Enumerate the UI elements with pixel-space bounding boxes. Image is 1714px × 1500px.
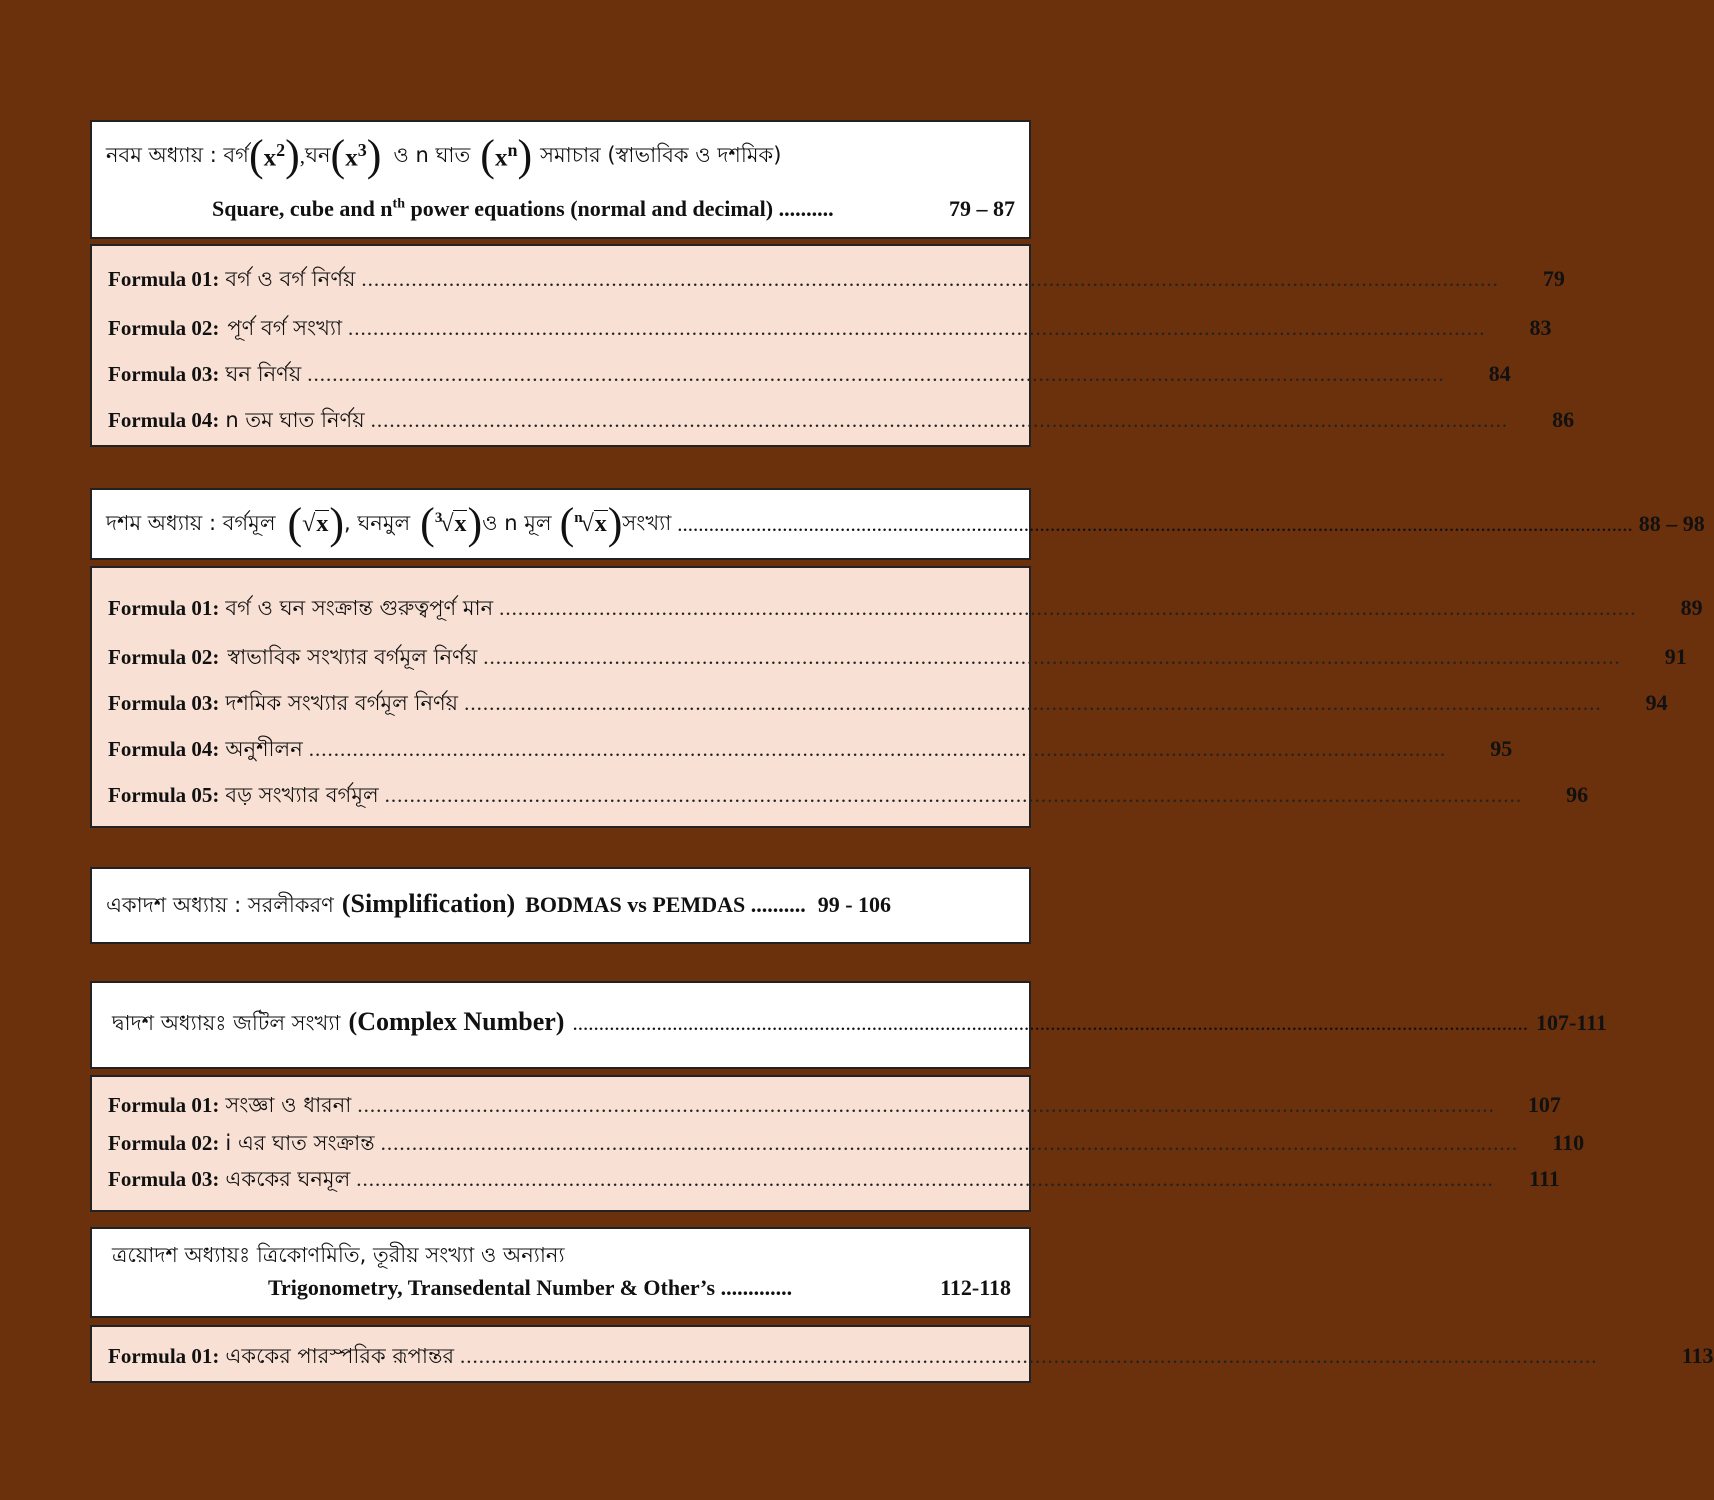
formula-row[interactable]: Formula 03: ঘন নির্ণয় ...................................................................................................................................................................................... 84 — [108, 361, 1511, 386]
formula-row[interactable]: Formula 05: বড় সংখ্যার বর্গমূল ...................................................................................................................................................................................... 96 — [108, 782, 1589, 807]
chapter-12-header — [90, 981, 1607, 1069]
formula-row[interactable]: Formula 04: অনুশীলন ...................................................................................................................................................................................... 95 — [108, 736, 1513, 761]
chapter-11-header — [90, 867, 1031, 944]
chapter-12-formulas — [90, 1075, 1585, 1212]
x-power-n-expr: $x^n$ — [494, 139, 518, 172]
formula-row[interactable]: Formula 02: i এর ঘাত সংক্রান্ত ...................................................................................................................................................................................... 110 — [108, 1130, 1585, 1155]
chapter-13-title-bn: ত্রয়োদশ অধ্যায়ঃ ত্রিকোণমিতি, তূরীয় সংখ্যা ও অন্যান্য — [112, 1243, 565, 1267]
formula-row[interactable]: Formula 03: দশমিক সংখ্যার বর্গমূল নির্ণয় ...................................................................................................................................................................................... 94 — [108, 690, 1668, 715]
formula-row[interactable]: Formula 04: n তম ঘাত নির্ণয় ...................................................................................................................................................................................... 86 — [108, 407, 1575, 432]
chapter-13-pages: 112-118 — [940, 1275, 1011, 1300]
chapter-11-pages: 99 - 106 — [817, 892, 892, 917]
square-root-expr: √x — [302, 510, 329, 537]
chapter-13-header — [90, 1227, 1031, 1318]
x-squared-expr: $x^2$ — [263, 139, 286, 172]
nth-root-expr: $^n$√x — [574, 510, 607, 537]
chapter-13-formulas — [90, 1325, 1714, 1383]
chapter-10-pages: 88 – 98 — [1638, 511, 1705, 536]
chapter-11-title: একাদশ অধ্যায় : সরলীকরণ (Simplification) BODMAS vs PEMDAS .......... 99 - 106 — [106, 889, 892, 918]
chapter-12-pages: 107-111 — [1535, 1010, 1607, 1035]
formula-row[interactable]: Formula 02: স্বাভাবিক সংখ্যার বর্গমূল নির্ণয় ...................................................................................................................................................................................... 91 — [108, 644, 1687, 669]
chapter-13-title-en: Trigonometry, Transedental Number & Other’s ............. — [268, 1275, 793, 1300]
chapter-10-formulas — [90, 566, 1703, 828]
formula-row[interactable]: Formula 01: বর্গ ও বর্গ নির্ণয় ...................................................................................................................................................................................... 79 — [108, 266, 1565, 291]
formula-row[interactable]: Formula 01: বর্গ ও ঘন সংক্রান্ত গুরুত্বপূর্ণ মান ...................................................................................................................................................................................... 89 — [108, 595, 1703, 620]
chapter-9-title-en: Square, cube and $n^{th}$ power equations (normal and decimal) .......... — [212, 196, 834, 221]
formula-row[interactable]: Formula 01: এককের পারস্পরিক রূপান্তর ...................................................................................................................................................................................... 113 — [108, 1343, 1714, 1368]
chapter-9-title-bn: নবম অধ্যায় : বর্গ ( $x^2$ ) , ঘন ( $x^3$ ) ও n ঘাত ( $x^n$ ) সমাচার (স্বাভাবিক ও দশমিক) — [106, 131, 782, 180]
formula-row[interactable]: Formula 03: এককের ঘনমূল ...................................................................................................................................................................................... 111 — [108, 1166, 1560, 1191]
cube-root-expr: $^3$√x — [434, 510, 467, 537]
formula-row[interactable]: Formula 02: পূর্ণ বর্গ সংখ্যা ...................................................................................................................................................................................... 83 — [108, 315, 1552, 340]
chapter-9-header — [90, 120, 1031, 239]
formula-row[interactable]: Formula 01: সংজ্ঞা ও ধারনা ...................................................................................................................................................................................... 107 — [108, 1092, 1561, 1117]
chapter-9-formulas — [90, 244, 1575, 447]
chapter-12-title: দ্বাদশ অধ্যায়ঃ জটিল সংখ্যা (Complex Number) ...................................................................................................................................................................................... 107-111 — [112, 1007, 1607, 1036]
x-cubed-expr: $x^3$ — [345, 139, 367, 172]
chapter-10-header — [90, 488, 1705, 560]
chapter-9-pages: 79 – 87 — [949, 196, 1015, 221]
chapter-10-title: দশম অধ্যায় : বর্গমূল ( √x ) , ঘনমুল ( $^3$√x ) ও n মূল ( $^n$√x ) সংখ্যা ...................................................................................................................................................................................... 88 – 98 — [106, 499, 1705, 548]
